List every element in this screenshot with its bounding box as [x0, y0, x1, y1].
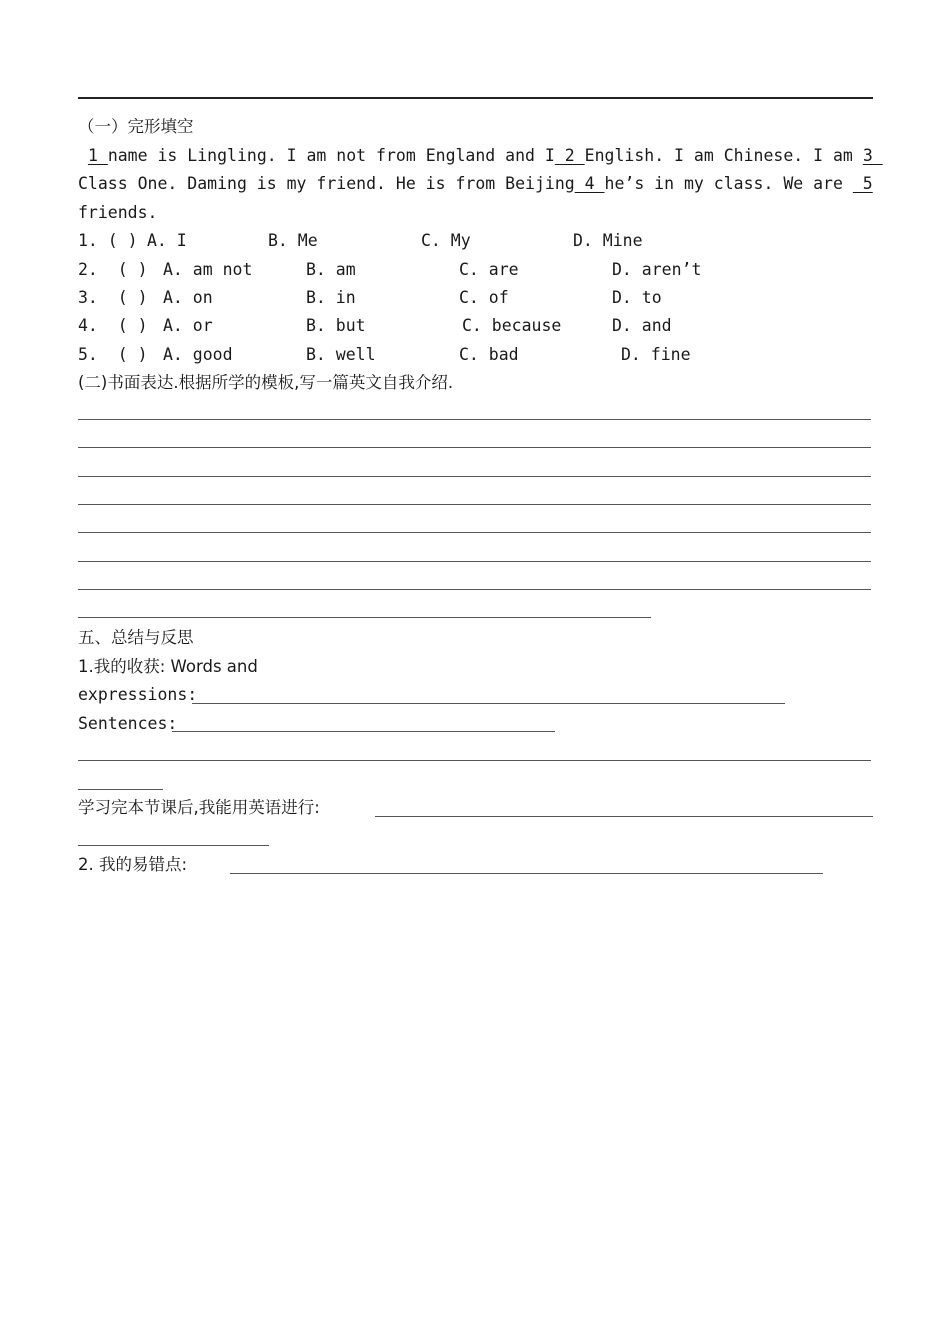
- mistakes-answer-line[interactable]: [230, 873, 823, 874]
- question-number: 4. ( ): [78, 316, 148, 335]
- after-class-answer-line-2[interactable]: [78, 845, 269, 846]
- mistakes-label: 2. 我的易错点:: [78, 855, 188, 874]
- option-a: A. on: [163, 288, 213, 307]
- writing-line-6[interactable]: [78, 561, 871, 562]
- question-number: 3. ( ): [78, 288, 148, 307]
- cloze-paragraph-line-1: 1 name is Lingling. I am not from England and I 2 English. I am Chinese. I am 3: [87, 146, 883, 165]
- option-c: C. because: [462, 316, 562, 335]
- expressions-answer-line[interactable]: [192, 703, 785, 704]
- option-a: A. good: [163, 345, 233, 364]
- blank-3: 3: [862, 146, 883, 165]
- cloze-heading: （一）完形填空: [78, 117, 194, 136]
- summary-heading: 五、总结与反思: [78, 628, 194, 647]
- option-a: A. am not: [163, 260, 253, 279]
- after-class-label: 学习完本节课后,我能用英语进行:: [78, 798, 320, 817]
- expressions-label: expressions:: [78, 685, 198, 704]
- blank-1: 1: [87, 146, 108, 165]
- blank-5: 5: [852, 174, 873, 193]
- option-a: A. I: [147, 231, 187, 250]
- writing-line-4[interactable]: [78, 504, 871, 505]
- option-c: C. of: [459, 288, 509, 307]
- sentences-answer-line-3[interactable]: [78, 789, 163, 790]
- option-b: B. Me: [268, 231, 318, 250]
- option-d: D. fine: [621, 345, 691, 364]
- option-b: B. but: [306, 316, 366, 335]
- writing-line-8[interactable]: [78, 617, 651, 618]
- gain-label: 1.我的收获: Words and: [78, 657, 258, 676]
- option-c: C. My: [421, 231, 471, 250]
- writing-line-5[interactable]: [78, 532, 871, 533]
- question-number: 5. ( ): [78, 345, 148, 364]
- option-b: B. am: [306, 260, 356, 279]
- question-number: 1. ( ): [78, 231, 138, 250]
- cloze-paragraph-line-2: Class One. Daming is my friend. He is from Beijing 4 he’s in my class. We are 5: [78, 174, 873, 193]
- sentences-label: Sentences:: [78, 714, 178, 733]
- sentences-answer-line-2[interactable]: [78, 760, 871, 761]
- writing-line-3[interactable]: [78, 476, 871, 477]
- option-d: D. aren’t: [612, 260, 702, 279]
- blank-4: 4: [574, 174, 605, 193]
- writing-heading: (二)书面表达.根据所学的模板,写一篇英文自我介绍.: [78, 373, 454, 392]
- option-d: D. to: [612, 288, 662, 307]
- question-number: 2. ( ): [78, 260, 148, 279]
- writing-line-2[interactable]: [78, 447, 871, 448]
- header-rule: [78, 97, 873, 99]
- writing-line-7[interactable]: [78, 589, 871, 590]
- option-d: D. Mine: [573, 231, 643, 250]
- option-a: A. or: [163, 316, 213, 335]
- sentences-answer-line[interactable]: [172, 731, 555, 732]
- option-b: B. well: [306, 345, 376, 364]
- option-d: D. and: [612, 316, 672, 335]
- option-b: B. in: [306, 288, 356, 307]
- after-class-answer-line[interactable]: [375, 816, 873, 817]
- option-c: C. are: [459, 260, 519, 279]
- cloze-paragraph-line-3: friends.: [78, 203, 158, 222]
- blank-2: 2: [554, 146, 585, 165]
- option-c: C. bad: [459, 345, 519, 364]
- writing-line-1[interactable]: [78, 419, 871, 420]
